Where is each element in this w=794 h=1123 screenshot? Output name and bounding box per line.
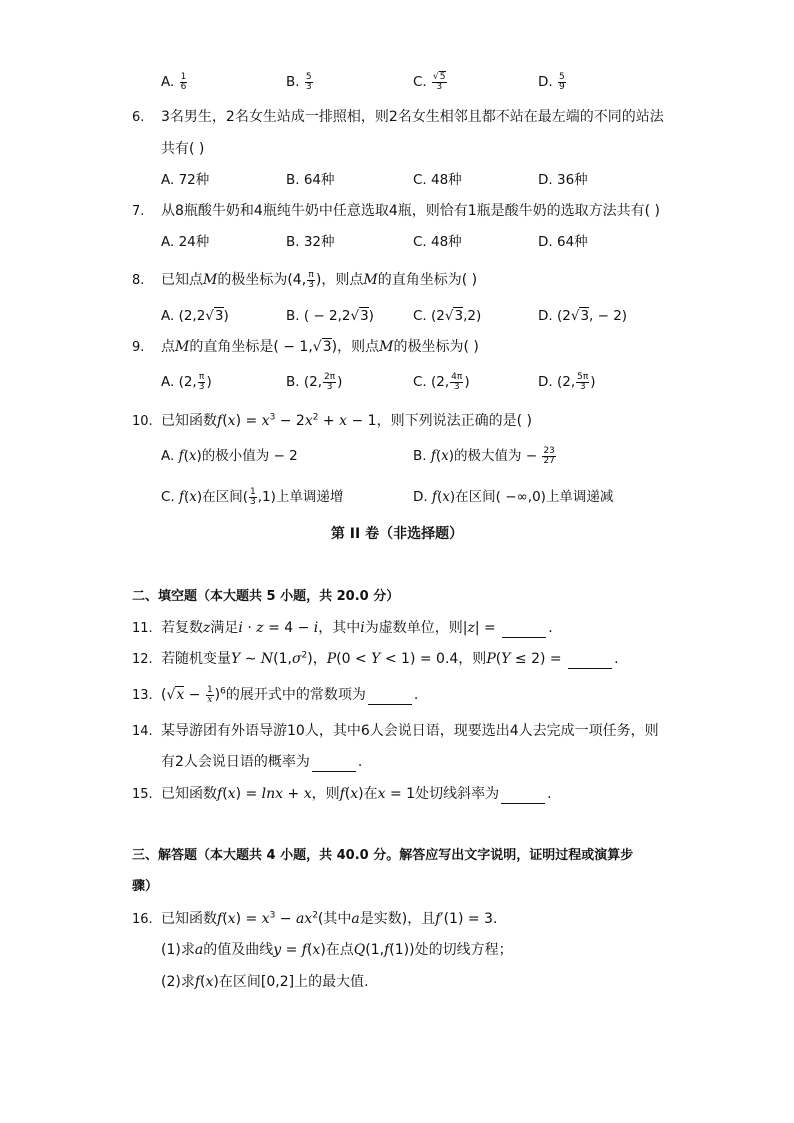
q8-number: 8. <box>132 273 145 288</box>
q5-option-d: D. $\frac{5}{9}$ <box>538 71 565 92</box>
q9-stem: 点M的直角坐标是( − 1,√3)，则点M的极坐标为( ) <box>161 339 479 355</box>
q14-stem-line2: 有2人会说日语的概率为 . <box>161 754 363 770</box>
q8-stem: 已知点M的极坐标为(4, $\frac{\pi}{3}$ )，则点M的直角坐标为( ) <box>161 269 478 290</box>
q10-stem: 已知函数$f(x) = x^3 - 2x^2 + x - 1$，则下列说法正确的是( ) <box>161 412 532 429</box>
q12-stem: 若随机变量Y ∼ $N(1,\sigma^2)$，P(0 < Y < 1) = 0.4，则P(Y ≤ 2) = . <box>161 650 619 667</box>
q7-number: 7. <box>132 204 145 219</box>
q8-option-c: C. (2√3,2) <box>413 308 482 324</box>
q6-option-b: B. 64种 <box>286 172 335 188</box>
q7-option-c: C. 48种 <box>413 234 462 250</box>
q9-option-a: A. (2, $\frac{\pi}{3}$ ) <box>161 371 212 392</box>
q10-number: 10. <box>132 414 153 429</box>
q7-stem: 从8瓶酸牛奶和4瓶纯牛奶中任意选取4瓶，则恰有1瓶是酸牛奶的选取方法共有( ) <box>161 203 661 219</box>
part-ii-title: 第 II 卷（非选择题） <box>330 526 464 542</box>
q9-number: 9. <box>132 340 145 355</box>
q8-option-a: A. (2,2√3) <box>161 308 229 324</box>
q15-number: 15. <box>132 787 153 802</box>
q13-stem: (√x − $\frac{1}{x}$ )$^6$的展开式中的常数项为 . <box>161 684 419 705</box>
q6-number: 6. <box>132 110 145 125</box>
q15-stem: 已知函数f(x) = lnx + x，则f(x)在x = 1处切线斜率为 . <box>161 786 552 802</box>
section-solution-heading-line1: 三、解答题（本大题共 4 小题，共 40.0 分。解答应写出文字说明，证明过程或演算步 <box>132 848 634 863</box>
q7-option-b: B. 32种 <box>286 234 335 250</box>
section-solution-heading-line2: 骤） <box>132 879 159 894</box>
q5-option-b: B. $\frac{5}{3}$ <box>286 71 312 92</box>
q8-option-d: D. (2√3, − 2) <box>538 308 628 324</box>
q9-option-b: B. (2, $\frac{2\pi}{3}$ ) <box>286 371 343 392</box>
q16-part1: (1)求a的值及曲线y = f(x)在点Q(1,f(1))处的切线方程； <box>161 942 513 958</box>
section-fill-in-heading: 二、填空题（本大题共 5 小题，共 20.0 分） <box>132 589 400 604</box>
q16-stem: 已知函数$f(x) = x^3 - ax^2$(其中a是实数)，且f′(1) = 3. <box>161 910 498 927</box>
q6-stem-line2: 共有( ) <box>161 141 205 157</box>
q13-number: 13. <box>132 688 153 703</box>
q9-option-c: C. (2, $\frac{4\pi}{3}$ ) <box>413 371 470 392</box>
q14-number: 14. <box>132 724 153 739</box>
q10-option-d: D. f(x)在区间( −∞,0)上单调递减 <box>413 489 614 505</box>
q16-number: 16. <box>132 912 153 927</box>
q7-option-a: A. 24种 <box>161 234 210 250</box>
q8-option-b: B. ( − 2,2√3) <box>286 308 374 324</box>
q5-option-a: A. $\frac{1}{6}$ <box>161 71 187 92</box>
q12-number: 12. <box>132 652 153 667</box>
q6-option-a: A. 72种 <box>161 172 210 188</box>
q6-option-c: C. 48种 <box>413 172 462 188</box>
q10-option-a: A. f(x)的极小值为 − 2 <box>161 448 298 464</box>
q11-stem: 若复数z满足i · z = 4 − i，其中i为虚数单位，则|z| = . <box>161 620 553 636</box>
q5-option-c: C. $\frac{√5}{3}$ <box>413 71 446 92</box>
q14-stem-line1: 某导游团有外语导游10人，其中6人会说日语，现要选出4人去完成一项任务，则 <box>161 723 659 739</box>
q10-option-b: B. f(x)的极大值为 − $\frac{23}{27}$ <box>413 445 555 466</box>
q16-part2: (2)求f(x)在区间[0,2]上的最大值. <box>161 974 369 990</box>
q6-stem-line1: 3名男生，2名女生站成一排照相，则2名女生相邻且都不站在最左端的不同的站法 <box>161 109 664 125</box>
q7-option-d: D. 64种 <box>538 234 588 250</box>
q10-option-c: C. f(x)在区间( $\frac{1}{3}$ ,1)上单调递增 <box>161 486 344 507</box>
q6-option-d: D. 36种 <box>538 172 588 188</box>
q11-number: 11. <box>132 621 153 636</box>
q9-option-d: D. (2, $\frac{5\pi}{3}$ ) <box>538 371 596 392</box>
